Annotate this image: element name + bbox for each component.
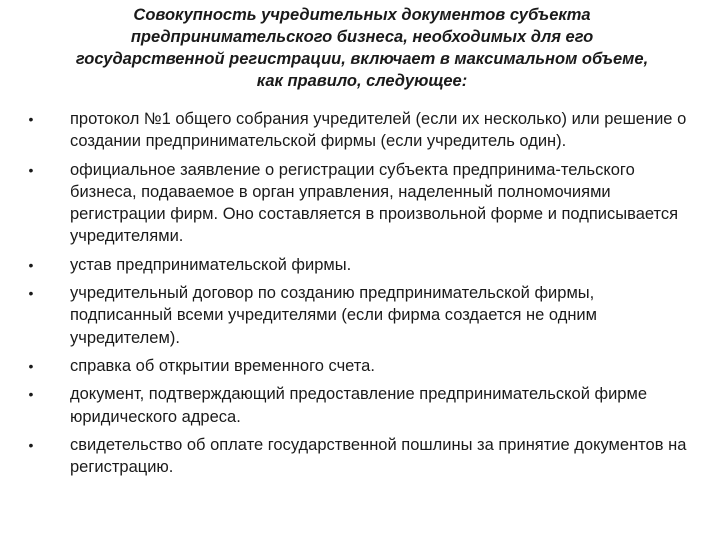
bullet-icon: •: [28, 111, 34, 127]
list-item: [24, 434, 688, 479]
list-item-text: свидетельство об оплате государственной пошлины за принятие документов на регистрацию.: [70, 435, 687, 477]
list-item: [24, 383, 688, 428]
list-item: [24, 159, 688, 248]
bullet-icon: •: [28, 436, 34, 453]
list-item: [24, 108, 688, 153]
bullet-icon: •: [28, 285, 34, 302]
list-item-text: официальное заявление о регистрации субъекта предпринима-тельского бизнеса, подаваемое в орган управления, наделенный полномочиями регистрации фирм. Оно составляется в произвольной форме и подписывается учредителями.: [70, 160, 679, 246]
list-item-text: справка об открытии временного счета.: [70, 356, 375, 375]
bullet-icon: •: [28, 256, 34, 273]
list-item: [24, 355, 688, 377]
slide-heading: Совокупность учредительных документов субъекта предпринимательского бизнеса, необходимых для его государственной регистрации, включает в максимальном объеме, как правило, следующее:: [75, 6, 649, 90]
list-item: [24, 282, 688, 349]
list-item-text: протокол №1 общего собрания учредителей (если их несколько) или решение о создании предпринимательской фирмы (если учредитель один).: [70, 110, 687, 151]
list-item-text: устав предпринимательской фирмы.: [70, 255, 352, 274]
list-item-text: документ, подтверждающий предоставление предпринимательской фирме юридического адреса.: [70, 385, 648, 426]
document-list: [24, 108, 688, 484]
bullet-icon: •: [28, 161, 34, 178]
bullet-icon: •: [28, 357, 34, 374]
list-item-text: учредительный договор по созданию предпринимательской фирмы, подписанный всеми учредителями (если фирма создается не одним учредителем).: [70, 284, 597, 347]
bullet-icon: •: [28, 386, 34, 403]
list-item: [24, 254, 688, 276]
